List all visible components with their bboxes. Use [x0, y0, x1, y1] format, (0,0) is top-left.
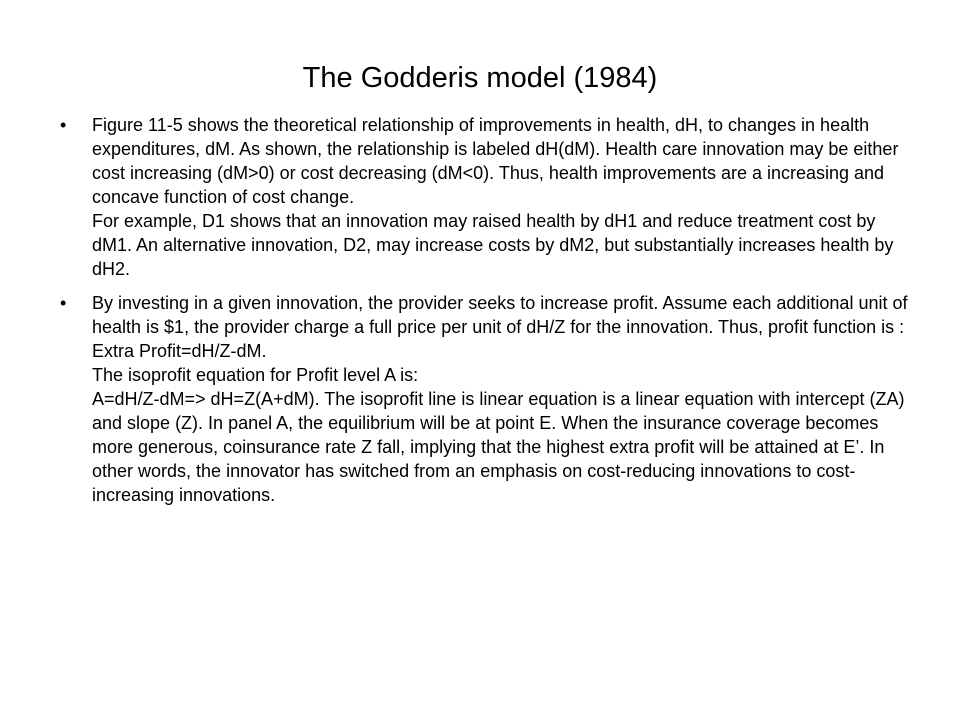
- bullet-item: [60, 113, 920, 281]
- bullet-dot-icon: •: [60, 293, 67, 313]
- slide-title: The Godderis model (1984): [302, 62, 658, 94]
- bullet-paragraph: By investing in a given innovation, the provider seeks to increase profit. Assume each additional unit of health is $1, the provider charge a full price per unit of dH/Z for the innovation. Thus, profit function is : Extra Profit=dH/Z-dM.: [92, 293, 908, 361]
- bullet-paragraph: For example, D1 shows that an innovation may raised health by dH1 and reduce treatment cost by dM1. An alternative innovation, D2, may increase costs by dM2, but substantially increases health by dH2.: [92, 211, 894, 279]
- bullet-item: [60, 291, 920, 507]
- bullet-paragraph: Figure 11-5 shows the theoretical relationship of improvements in health, dH, to changes in health expenditures, dM. As shown, the relationship is labeled dH(dM). Health care innovation may be either cost increasing (dM>0) or cost decreasing (dM<0). Thus, health improvements are a increasing and concave function of cost change.: [92, 115, 899, 207]
- bullet-list: [60, 113, 920, 517]
- bullet-dot-icon: •: [60, 115, 67, 135]
- bullet-paragraph: The isoprofit equation for Profit level A is:: [92, 365, 419, 385]
- bullet-paragraph: A=dH/Z-dM=> dH=Z(A+dM). The isoprofit line is linear equation is a linear equation with intercept (ZA) and slope (Z). In panel A, the equilibrium will be at point E. When the insurance coverage becomes more generous, coinsurance rate Z fall, implying that the highest extra profit will be attained at E’. In other words, the innovator has switched from an emphasis on cost-reducing innovations to cost-increasing innovations.: [92, 389, 905, 505]
